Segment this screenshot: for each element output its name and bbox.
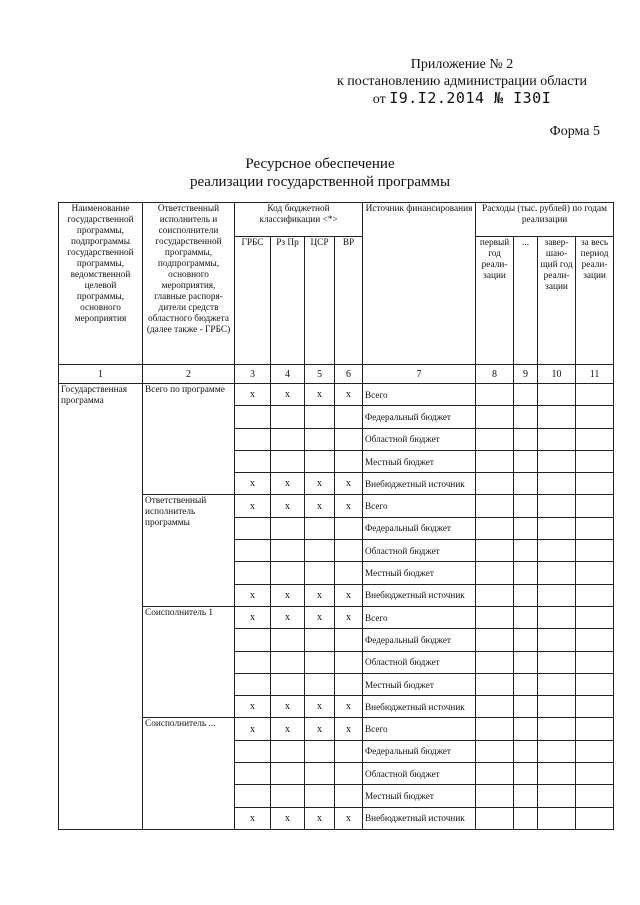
code-cell: x <box>271 807 305 829</box>
code-cell <box>305 785 335 807</box>
expense-cell <box>576 384 614 406</box>
expense-cell <box>514 606 538 628</box>
expense-cell <box>514 673 538 695</box>
code-cell <box>235 763 271 785</box>
source-cell: Областной бюджет <box>363 540 476 562</box>
code-cell: x <box>305 718 335 740</box>
code-cell: x <box>335 807 363 829</box>
code-cell: x <box>305 696 335 718</box>
expense-cell <box>538 384 576 406</box>
code-cell <box>335 406 363 428</box>
expense-cell <box>476 517 514 539</box>
code-cell <box>335 785 363 807</box>
code-cell <box>305 740 335 762</box>
code-cell <box>235 517 271 539</box>
expense-cell <box>476 384 514 406</box>
code-cell <box>235 673 271 695</box>
expense-cell <box>576 807 614 829</box>
expense-cell <box>514 740 538 762</box>
expense-cell <box>576 517 614 539</box>
col-num-5: 5 <box>305 365 335 384</box>
source-cell: Местный бюджет <box>363 562 476 584</box>
expense-cell <box>514 629 538 651</box>
code-cell: x <box>335 718 363 740</box>
header-source: Источник финансирования <box>363 203 476 365</box>
expense-cell <box>576 428 614 450</box>
expense-cell <box>476 718 514 740</box>
table-row <box>59 718 614 740</box>
code-cell <box>305 450 335 472</box>
appendix-decree: к постановлению администрации области <box>336 74 588 89</box>
expense-cell <box>538 807 576 829</box>
table-body <box>59 384 614 830</box>
source-cell: Всего <box>363 606 476 628</box>
code-cell <box>271 540 305 562</box>
col-num-3: 3 <box>235 365 271 384</box>
code-cell: x <box>305 384 335 406</box>
code-cell: x <box>271 584 305 606</box>
expense-cell <box>514 540 538 562</box>
code-cell: x <box>335 384 363 406</box>
expense-cell <box>538 584 576 606</box>
expense-cell <box>576 763 614 785</box>
source-cell: Федеральный бюджет <box>363 517 476 539</box>
source-cell: Местный бюджет <box>363 673 476 695</box>
col-num-1: 1 <box>59 365 143 384</box>
code-cell: x <box>335 696 363 718</box>
code-cell <box>271 428 305 450</box>
date-handwritten: I9.I2.2014 № I30I <box>389 89 552 107</box>
code-cell: x <box>271 473 305 495</box>
code-cell <box>305 673 335 695</box>
form-number: Форма 5 <box>549 124 600 139</box>
col-num-10: 10 <box>538 365 576 384</box>
code-cell <box>235 450 271 472</box>
code-cell: x <box>271 718 305 740</box>
source-cell: Местный бюджет <box>363 785 476 807</box>
code-cell <box>235 406 271 428</box>
expense-cell <box>538 540 576 562</box>
source-cell: Федеральный бюджет <box>363 740 476 762</box>
expense-cell <box>514 718 538 740</box>
expense-cell <box>476 450 514 472</box>
code-cell: x <box>271 384 305 406</box>
responsible-cell: Ответственный исполнитель программы <box>143 495 235 606</box>
responsible-cell: Соисполнитель 1 <box>143 606 235 717</box>
source-cell: Федеральный бюджет <box>363 406 476 428</box>
expense-cell <box>576 696 614 718</box>
source-cell: Местный бюджет <box>363 450 476 472</box>
source-cell: Всего <box>363 495 476 517</box>
expense-cell <box>476 740 514 762</box>
code-cell <box>335 629 363 651</box>
code-cell: x <box>305 584 335 606</box>
expense-cell <box>476 562 514 584</box>
expense-cell <box>576 406 614 428</box>
title-line-1: Ресурсное обеспечение <box>245 156 395 172</box>
header-grbs: ГРБС <box>235 237 271 365</box>
appendix-number: Приложение № 2 <box>410 57 514 72</box>
expense-cell <box>538 606 576 628</box>
program-name-cell: Государственная программа <box>59 384 143 830</box>
code-cell <box>235 562 271 584</box>
code-cell: x <box>235 696 271 718</box>
header-first-year: первый год реали-зации <box>476 237 514 365</box>
code-cell: x <box>271 696 305 718</box>
code-cell <box>235 785 271 807</box>
expense-cell <box>538 696 576 718</box>
col-num-9: 9 <box>514 365 538 384</box>
source-cell: Областной бюджет <box>363 763 476 785</box>
code-cell: x <box>235 584 271 606</box>
expense-cell <box>538 629 576 651</box>
code-cell <box>305 651 335 673</box>
code-cell <box>235 629 271 651</box>
expense-cell <box>538 763 576 785</box>
expense-cell <box>476 584 514 606</box>
expense-cell <box>514 785 538 807</box>
code-cell: x <box>235 606 271 628</box>
expense-cell <box>514 406 538 428</box>
expense-cell <box>476 540 514 562</box>
code-cell: x <box>235 473 271 495</box>
table-row <box>59 495 614 517</box>
code-cell <box>271 517 305 539</box>
expense-cell <box>514 450 538 472</box>
code-cell <box>335 673 363 695</box>
expense-cell <box>514 562 538 584</box>
source-cell: Внебюджетный источник <box>363 696 476 718</box>
title-line-2: реализации государственной программы <box>189 174 451 190</box>
code-cell <box>271 406 305 428</box>
code-cell <box>271 673 305 695</box>
code-cell <box>271 785 305 807</box>
document-title <box>0 155 640 191</box>
header-expenses: Расходы (тыс. рублей) по годам реализации <box>476 203 614 237</box>
code-cell: x <box>235 807 271 829</box>
expense-cell <box>476 673 514 695</box>
code-cell <box>305 517 335 539</box>
column-number-row <box>59 365 614 384</box>
expense-cell <box>538 651 576 673</box>
code-cell <box>335 428 363 450</box>
expense-cell <box>576 562 614 584</box>
expense-cell <box>476 651 514 673</box>
source-cell: Областной бюджет <box>363 428 476 450</box>
expense-cell <box>576 473 614 495</box>
table-row <box>59 606 614 628</box>
header-name: Наименование государственной программы, подпрограммы государственной программы, ведомственной целевой программы, основного мероприятия <box>59 203 143 365</box>
expense-cell <box>514 696 538 718</box>
header-vr: ВР <box>335 237 363 365</box>
expense-cell <box>514 807 538 829</box>
expense-cell <box>538 428 576 450</box>
expense-cell <box>514 384 538 406</box>
code-cell: x <box>335 495 363 517</box>
code-cell: x <box>235 495 271 517</box>
code-cell <box>271 651 305 673</box>
code-cell <box>271 629 305 651</box>
appendix-date <box>322 90 602 108</box>
expense-cell <box>476 428 514 450</box>
expense-cell <box>514 763 538 785</box>
code-cell: x <box>305 606 335 628</box>
expense-cell <box>476 629 514 651</box>
header-responsible: Ответственный исполнитель и соисполнители государственной программы, подпрограммы, основного мероприятия, главные распоря-дители средств областного бюджета (далее также - ГРБС) <box>143 203 235 365</box>
expense-cell <box>476 785 514 807</box>
expense-cell <box>538 718 576 740</box>
expense-cell <box>514 473 538 495</box>
expense-cell <box>576 718 614 740</box>
expense-cell <box>514 495 538 517</box>
expense-cell <box>538 562 576 584</box>
source-cell: Всего <box>363 718 476 740</box>
code-cell <box>335 763 363 785</box>
expense-cell <box>538 450 576 472</box>
expense-cell <box>538 740 576 762</box>
code-cell <box>335 450 363 472</box>
expense-cell <box>576 584 614 606</box>
expense-cell <box>476 763 514 785</box>
expense-cell <box>476 606 514 628</box>
responsible-cell: Соисполнитель ... <box>143 718 235 829</box>
source-cell: Внебюджетный источник <box>363 584 476 606</box>
code-cell <box>305 540 335 562</box>
date-prefix: от <box>372 92 386 107</box>
code-cell: x <box>271 495 305 517</box>
code-cell <box>305 562 335 584</box>
source-cell: Областной бюджет <box>363 651 476 673</box>
header-ellipsis-year: ... <box>514 237 538 365</box>
code-cell <box>271 450 305 472</box>
expense-cell <box>576 740 614 762</box>
expense-cell <box>514 651 538 673</box>
code-cell <box>235 428 271 450</box>
header-total-period: за весь период реали-зации <box>576 237 614 365</box>
code-cell: x <box>305 807 335 829</box>
col-num-2: 2 <box>143 365 235 384</box>
expense-cell <box>538 517 576 539</box>
code-cell <box>305 629 335 651</box>
code-cell <box>335 540 363 562</box>
expense-cell <box>476 495 514 517</box>
col-num-4: 4 <box>271 365 305 384</box>
expense-cell <box>576 495 614 517</box>
expense-cell <box>476 807 514 829</box>
expense-cell <box>576 629 614 651</box>
code-cell <box>335 651 363 673</box>
header-rzpr: Рз Пр <box>271 237 305 365</box>
expense-cell <box>538 495 576 517</box>
code-cell <box>235 540 271 562</box>
code-cell <box>271 740 305 762</box>
responsible-cell: Всего по программе <box>143 384 235 495</box>
header-budget-code: Код бюджетной классификации <*> <box>235 203 363 237</box>
expense-cell <box>538 473 576 495</box>
expense-cell <box>538 673 576 695</box>
expense-cell <box>514 517 538 539</box>
code-cell <box>335 740 363 762</box>
expense-cell <box>576 785 614 807</box>
col-num-11: 11 <box>576 365 614 384</box>
source-cell: Внебюджетный источник <box>363 807 476 829</box>
code-cell <box>335 562 363 584</box>
expense-cell <box>514 584 538 606</box>
col-num-7: 7 <box>363 365 476 384</box>
code-cell: x <box>305 495 335 517</box>
expense-cell <box>576 673 614 695</box>
expense-cell <box>538 406 576 428</box>
code-cell <box>305 428 335 450</box>
header-final-year: завер-шаю-щий год реали-зации <box>538 237 576 365</box>
col-num-8: 8 <box>476 365 514 384</box>
expense-cell <box>538 785 576 807</box>
code-cell <box>305 406 335 428</box>
code-cell <box>335 517 363 539</box>
code-cell: x <box>335 473 363 495</box>
code-cell: x <box>305 473 335 495</box>
expense-cell <box>476 696 514 718</box>
source-cell: Федеральный бюджет <box>363 629 476 651</box>
expense-cell <box>576 450 614 472</box>
expense-cell <box>476 473 514 495</box>
appendix-header <box>322 56 602 108</box>
code-cell: x <box>335 584 363 606</box>
code-cell: x <box>235 384 271 406</box>
code-cell <box>271 562 305 584</box>
code-cell <box>271 763 305 785</box>
expense-cell <box>514 428 538 450</box>
table-row <box>59 384 614 406</box>
expense-cell <box>576 606 614 628</box>
source-cell: Всего <box>363 384 476 406</box>
source-cell: Внебюджетный источник <box>363 473 476 495</box>
code-cell: x <box>235 718 271 740</box>
resource-table <box>58 202 614 830</box>
code-cell: x <box>271 606 305 628</box>
expense-cell <box>576 651 614 673</box>
col-num-6: 6 <box>335 365 363 384</box>
code-cell <box>235 740 271 762</box>
expense-cell <box>576 540 614 562</box>
code-cell: x <box>335 606 363 628</box>
code-cell <box>305 763 335 785</box>
header-csr: ЦСР <box>305 237 335 365</box>
expense-cell <box>476 406 514 428</box>
code-cell <box>235 651 271 673</box>
